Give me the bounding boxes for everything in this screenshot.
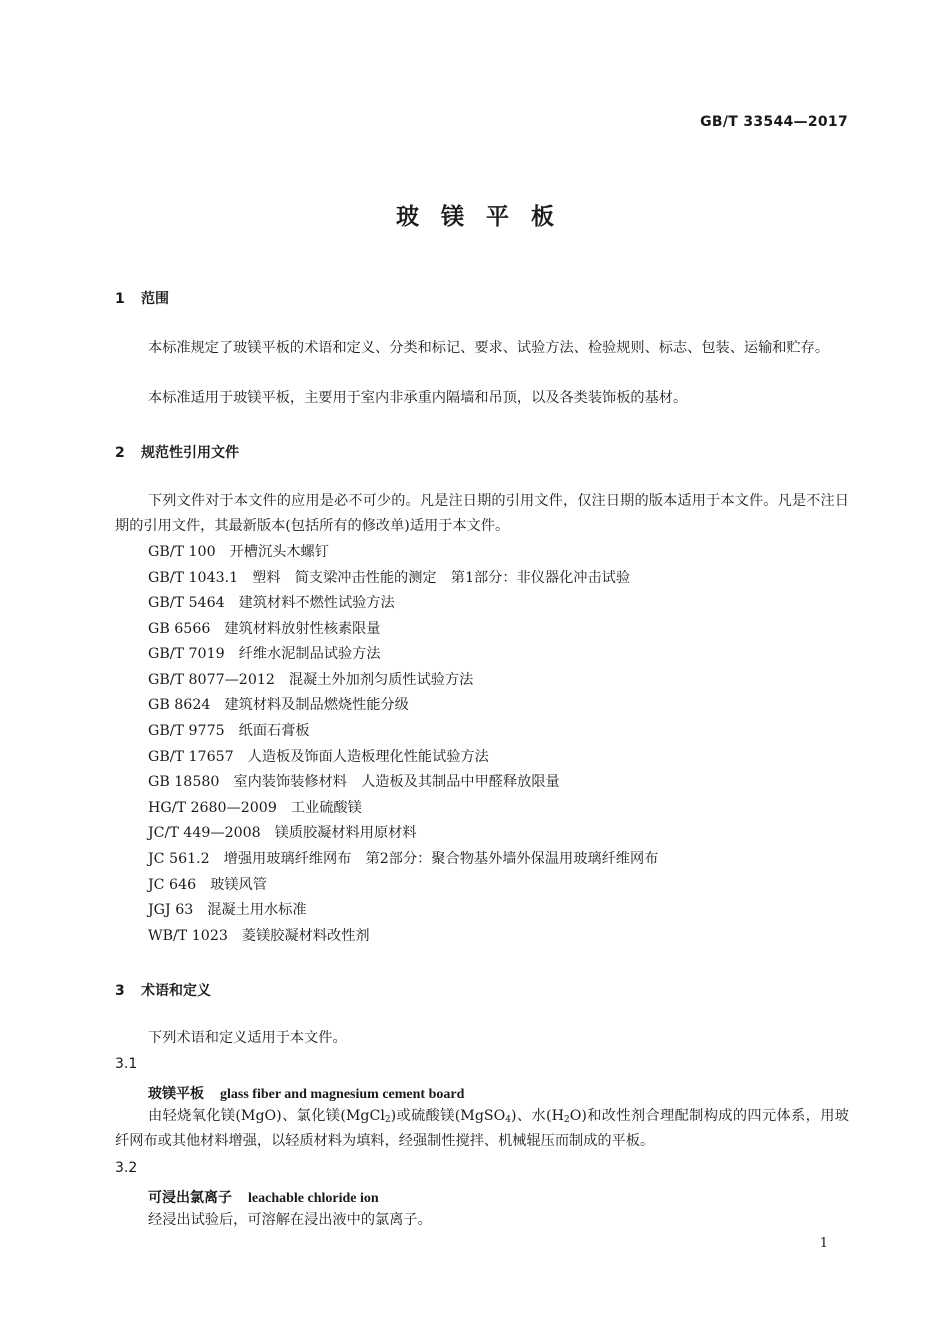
definition-text: 由轻烧氧化镁(MgO)、氯化镁(MgCl xyxy=(148,1108,385,1124)
definition-text: )、水(H xyxy=(511,1108,564,1124)
reference-code: JC 646 xyxy=(148,877,197,893)
definition-text: O)和改性剂合理配制构成的四元体系，用玻纤网布或其他材料增强，以轻质材料为填料，经强制性搅拌、机械辊压而制成的平板。 xyxy=(115,1108,849,1149)
clause-number: 3.1 xyxy=(115,1056,138,1072)
section-3-heading xyxy=(115,980,211,1000)
term-chinese: 可浸出氯离子 xyxy=(148,1190,232,1206)
reference-code: GB/T 5464 xyxy=(148,595,225,611)
reference-title: 混凝土外加剂匀质性试验方法 xyxy=(288,672,474,688)
reference-title: 增强用玻璃纤维网布 第2部分：聚合物基外墙外保温用玻璃纤维网布 xyxy=(223,851,659,867)
reference-title: 建筑材料放射性核素限量 xyxy=(224,621,381,637)
reference-item xyxy=(148,642,381,668)
term-english: glass fiber and magnesium cement board xyxy=(220,1087,465,1102)
reference-item xyxy=(148,873,267,899)
reference-title: 建筑材料及制品燃烧性能分级 xyxy=(224,697,409,713)
reference-code: HG/T 2680—2009 xyxy=(148,800,277,816)
reference-code: WB/T 1023 xyxy=(148,928,228,944)
reference-item xyxy=(148,770,560,796)
reference-title: 塑料 简支梁冲击性能的测定 第1部分：非仪器化冲击试验 xyxy=(252,570,631,586)
reference-title: 开槽沉头木螺钉 xyxy=(229,544,329,560)
paragraph: 本标准适用于玻镁平板，主要用于室内非承重内隔墙和吊顶，以及各类装饰板的基材。 xyxy=(148,390,688,406)
reference-item xyxy=(148,719,310,745)
reference-code: GB 18580 xyxy=(148,774,220,790)
term-chinese: 玻镁平板 xyxy=(148,1086,204,1102)
reference-title: 镁质胶凝材料用原材料 xyxy=(274,825,417,841)
reference-code: JGJ 63 xyxy=(148,902,194,918)
reference-item xyxy=(148,796,362,822)
reference-item xyxy=(148,566,630,592)
term-definition: 经浸出试验后，可溶解在浸出液中的氯离子。 xyxy=(148,1212,432,1228)
standard-code: GB/T 33544—2017 xyxy=(700,114,848,130)
reference-code: GB/T 1043.1 xyxy=(148,570,239,586)
reference-code: GB/T 8077—2012 xyxy=(148,672,275,688)
section-title: 范围 xyxy=(141,291,169,307)
term-english: leachable chloride ion xyxy=(248,1191,379,1206)
term-definition xyxy=(115,1104,849,1154)
reference-code: GB 8624 xyxy=(148,697,211,713)
section-title: 术语和定义 xyxy=(141,983,211,999)
reference-code: GB/T 7019 xyxy=(148,646,225,662)
subscript: 4 xyxy=(505,1115,511,1125)
section-number: 1 xyxy=(115,291,125,307)
term-heading xyxy=(148,1083,464,1103)
reference-item xyxy=(148,821,417,847)
reference-title: 室内装饰装修材料 人造板及其制品中甲醛释放限量 xyxy=(233,774,560,790)
reference-item xyxy=(148,668,473,694)
reference-code: GB 6566 xyxy=(148,621,211,637)
reference-item xyxy=(148,924,370,950)
reference-code: JC/T 449—2008 xyxy=(148,825,261,841)
paragraph: 下列术语和定义适用于本文件。 xyxy=(148,1030,347,1046)
section-number: 2 xyxy=(115,445,125,461)
reference-title: 纤维水泥制品试验方法 xyxy=(238,646,381,662)
reference-code: JC 561.2 xyxy=(148,851,210,867)
paragraph: 下列文件对于本文件的应用是必不可少的。凡是注日期的引用文件，仅注日期的版本适用于本文件。凡是不注日期的引用文件，其最新版本(包括所有的修改单)适用于本文件。 xyxy=(115,493,849,534)
reference-title: 菱镁胶凝材料改性剂 xyxy=(241,928,370,944)
section-number: 3 xyxy=(115,983,125,999)
page-number: 1 xyxy=(819,1236,828,1251)
reference-title: 工业硫酸镁 xyxy=(290,800,362,816)
term-heading xyxy=(148,1187,379,1207)
definition-text: )或硫酸镁(MgSO xyxy=(390,1108,506,1124)
reference-item xyxy=(148,540,329,566)
reference-item xyxy=(148,745,489,771)
reference-title: 玻镁风管 xyxy=(210,877,267,893)
section-2-heading xyxy=(115,442,239,462)
paragraph: 本标准规定了玻镁平板的术语和定义、分类和标记、要求、试验方法、检验规则、标志、包装、运输和贮存。 xyxy=(148,340,830,356)
reference-title: 人造板及饰面人造板理化性能试验方法 xyxy=(247,749,489,765)
subscript: 2 xyxy=(384,1115,391,1125)
reference-item xyxy=(148,898,307,924)
document-title: 玻镁平板 xyxy=(396,204,576,230)
reference-item xyxy=(148,693,409,719)
section-1-heading xyxy=(115,288,169,308)
reference-code: GB/T 100 xyxy=(148,544,216,560)
section-title: 规范性引用文件 xyxy=(141,445,239,461)
reference-code: GB/T 9775 xyxy=(148,723,225,739)
reference-code: GB/T 17657 xyxy=(148,749,234,765)
reference-item xyxy=(148,847,658,873)
reference-item xyxy=(148,617,380,643)
clause-number: 3.2 xyxy=(115,1160,138,1176)
subscript: 2 xyxy=(563,1115,570,1125)
reference-title: 纸面石膏板 xyxy=(238,723,310,739)
reference-title: 混凝土用水标准 xyxy=(207,902,307,918)
reference-item xyxy=(148,591,395,617)
reference-title: 建筑材料不燃性试验方法 xyxy=(238,595,395,611)
